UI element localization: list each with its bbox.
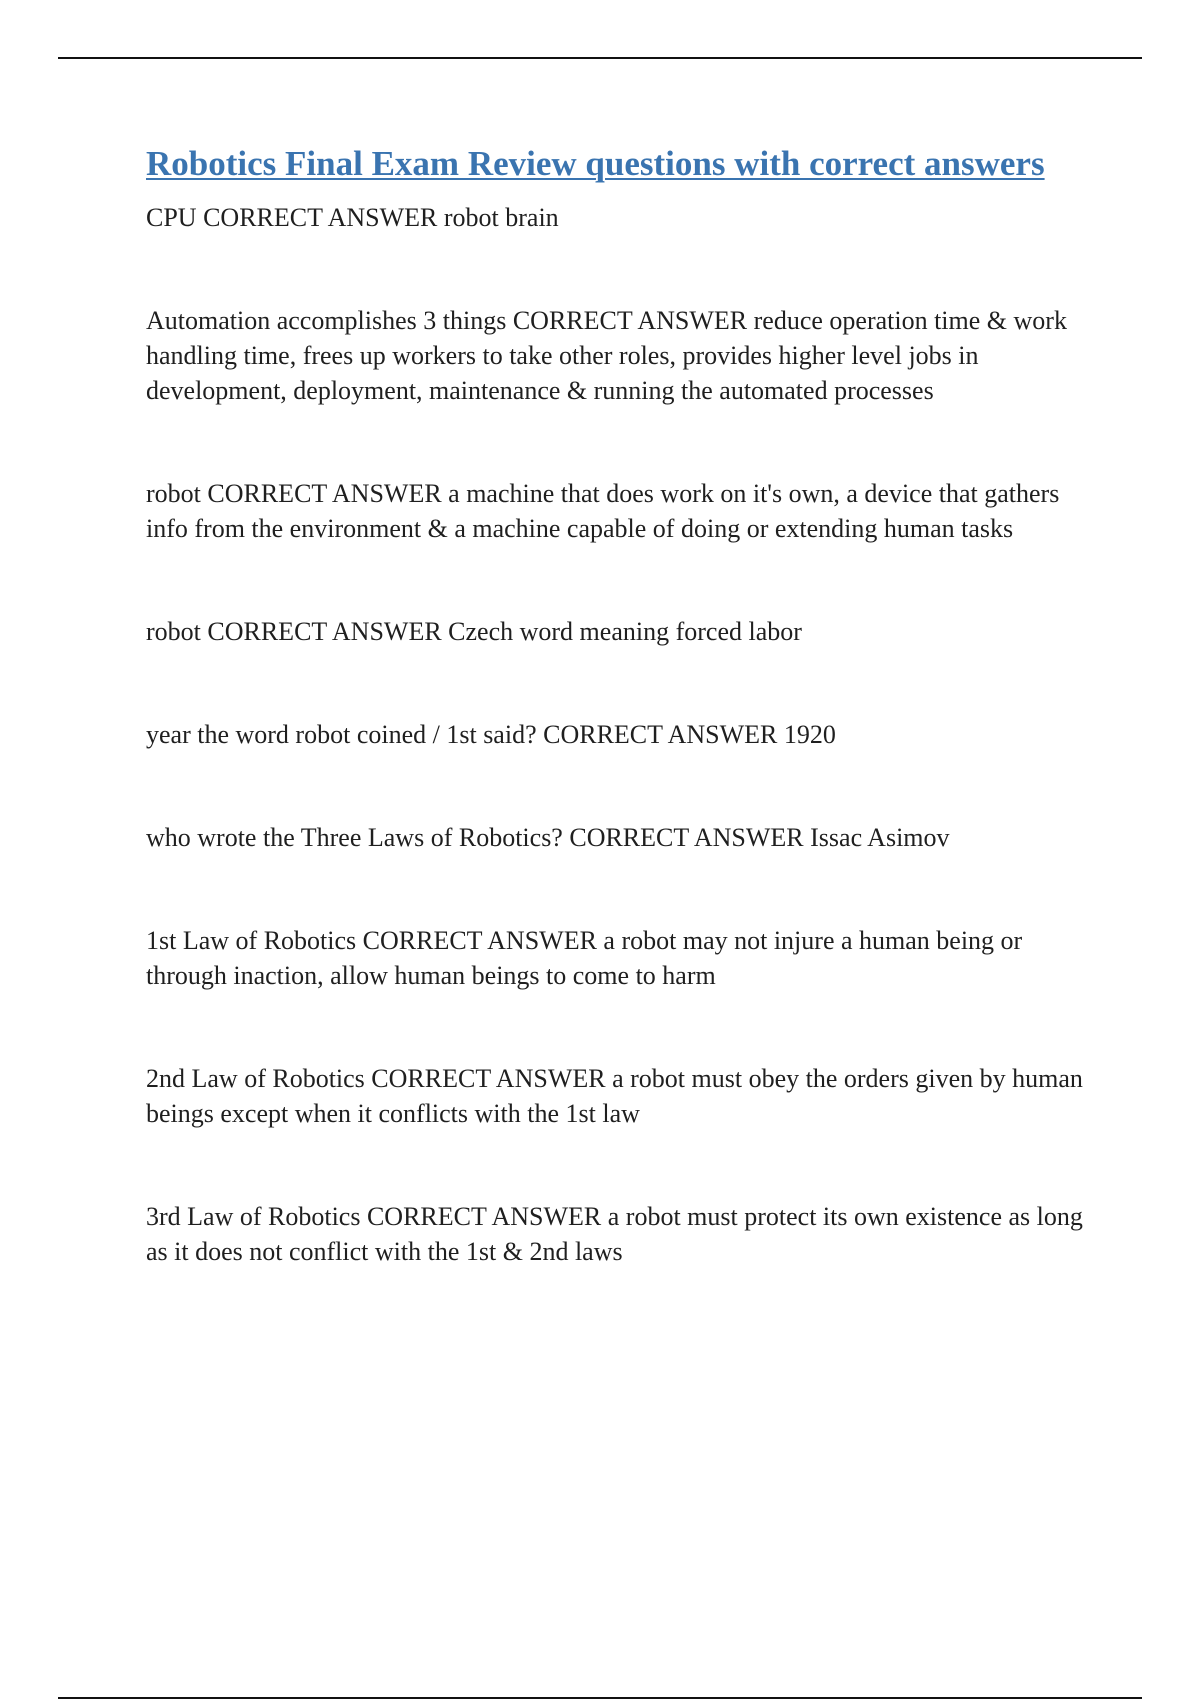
qa-item: 2nd Law of Robotics CORRECT ANSWER a robot must obey the orders given by human beings except when it conflicts with the 1st law: [146, 1064, 1083, 1128]
qa-item: 3rd Law of Robotics CORRECT ANSWER a robot must protect its own existence as long as it does not conflict with the 1st & 2nd laws: [146, 1202, 1083, 1266]
footer-rule: [58, 1697, 1142, 1699]
qa-item: robot CORRECT ANSWER Czech word meaning forced labor: [146, 617, 802, 646]
document-page: [146, 140, 1096, 1269]
qa-item: robot CORRECT ANSWER a machine that does work on it's own, a device that gathers info from the environment & a machine capable of doing or extending human tasks: [146, 479, 1060, 543]
qa-item: who wrote the Three Laws of Robotics? CORRECT ANSWER Issac Asimov: [146, 823, 950, 852]
qa-item: CPU CORRECT ANSWER robot brain: [146, 203, 559, 232]
document-title: Robotics Final Exam Review questions with correct answers: [146, 144, 1045, 183]
qa-item: year the word robot coined / 1st said? CORRECT ANSWER 1920: [146, 720, 836, 749]
qa-item: 1st Law of Robotics CORRECT ANSWER a robot may not injure a human being or through inaction, allow human beings to come to harm: [146, 926, 1023, 990]
qa-item: Automation accomplishes 3 things CORRECT ANSWER reduce operation time & work handling time, frees up workers to take other roles, provides higher level jobs in development, deployment, maintenance & running the automated processes: [146, 306, 1067, 405]
qa-list: [146, 200, 1096, 1269]
header-rule: [58, 57, 1142, 59]
